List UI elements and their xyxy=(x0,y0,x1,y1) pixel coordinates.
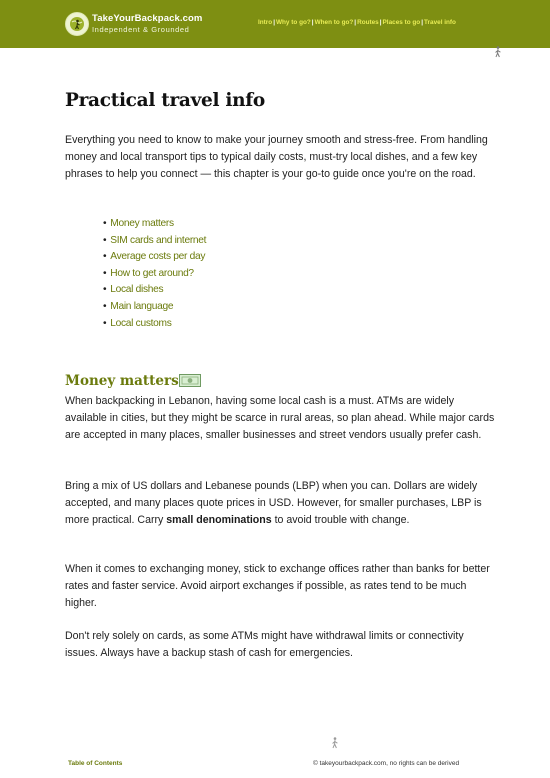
brand-tagline: Independent & Grounded xyxy=(92,25,190,34)
section-title-money-matters: Money matters xyxy=(65,373,179,389)
toc-item-main-language[interactable]: • Main language xyxy=(103,300,174,312)
toc-item-get-around[interactable]: • How to get around? xyxy=(103,267,194,279)
nav-link-when-to-go[interactable]: When to go? xyxy=(314,19,354,26)
toc-item-local-dishes[interactable]: • Local dishes xyxy=(103,284,164,296)
toc-item-local-customs[interactable]: • Local customs xyxy=(103,317,172,329)
highlight-small-denominations: small denominations xyxy=(166,514,272,526)
nav-link-places-to-go[interactable]: Places to go xyxy=(382,19,421,26)
money-paragraph-2: Bring a mix of US dollars and Lebanese pounds (LBP) when you can. Dollars are widely accepted, and many places quote prices in USD. However, for smaller purchases, LBP is more practical. Carry small denominations to avoid trouble with change. xyxy=(65,480,482,526)
money-paragraph-4: Don't rely solely on cards, as some ATMs might have withdrawal limits or connectivity issues. Always have a backup stash of cash for emergencies. xyxy=(65,630,464,659)
table-of-contents-link[interactable]: Table of Contents xyxy=(68,760,123,767)
dollar-banknote-icon xyxy=(179,374,201,387)
copyright-notice: © takeyourbackpack.com, no rights can be derived xyxy=(313,760,460,767)
toc-item-average-costs[interactable]: • Average costs per day xyxy=(103,251,206,263)
toc-item-sim-cards[interactable]: • SIM cards and internet xyxy=(103,234,207,246)
nav-link-routes[interactable]: Routes xyxy=(357,19,379,26)
nav-link-why-to-go[interactable]: Why to go? xyxy=(276,19,311,26)
globe-hiker-logo-icon[interactable] xyxy=(65,12,89,36)
money-paragraph-3: When it comes to exchanging money, stick to exchange offices rather than banks for better rates and faster service. Avoid airport exchanges if possible, as rates tend to be much higher. xyxy=(65,563,490,609)
hiker-icon xyxy=(493,45,503,63)
chapter-contents-list xyxy=(103,216,206,332)
toc-item-money-matters[interactable]: • Money matters xyxy=(103,218,174,229)
top-navigation: Intro|Why to go?|When to go?|Routes|Places to go|Travel info xyxy=(258,19,456,26)
page-title: Practical travel info xyxy=(65,90,265,111)
nav-link-intro[interactable]: Intro xyxy=(258,19,273,26)
intro-paragraph: Everything you need to know to make your journey smooth and stress-free. From handling money and local transport tips to typical daily costs, must-try local dishes, and a few key phrases to help you connect — this chapter is your go-to guide once you're on the road. xyxy=(65,134,488,180)
page-header xyxy=(0,0,550,48)
money-paragraph-1: When backpacking in Lebanon, having some local cash is a must. ATMs are widely available in cities, but they might be scarce in rural areas, so plan ahead. While major cards are accepted in many places, smaller businesses and street vendors usually prefer cash. xyxy=(65,395,495,441)
hiker-footer-icon xyxy=(330,736,340,754)
nav-link-travel-info[interactable]: Travel info xyxy=(424,19,456,26)
brand-name[interactable]: TakeYourBackpack.com xyxy=(92,13,203,24)
